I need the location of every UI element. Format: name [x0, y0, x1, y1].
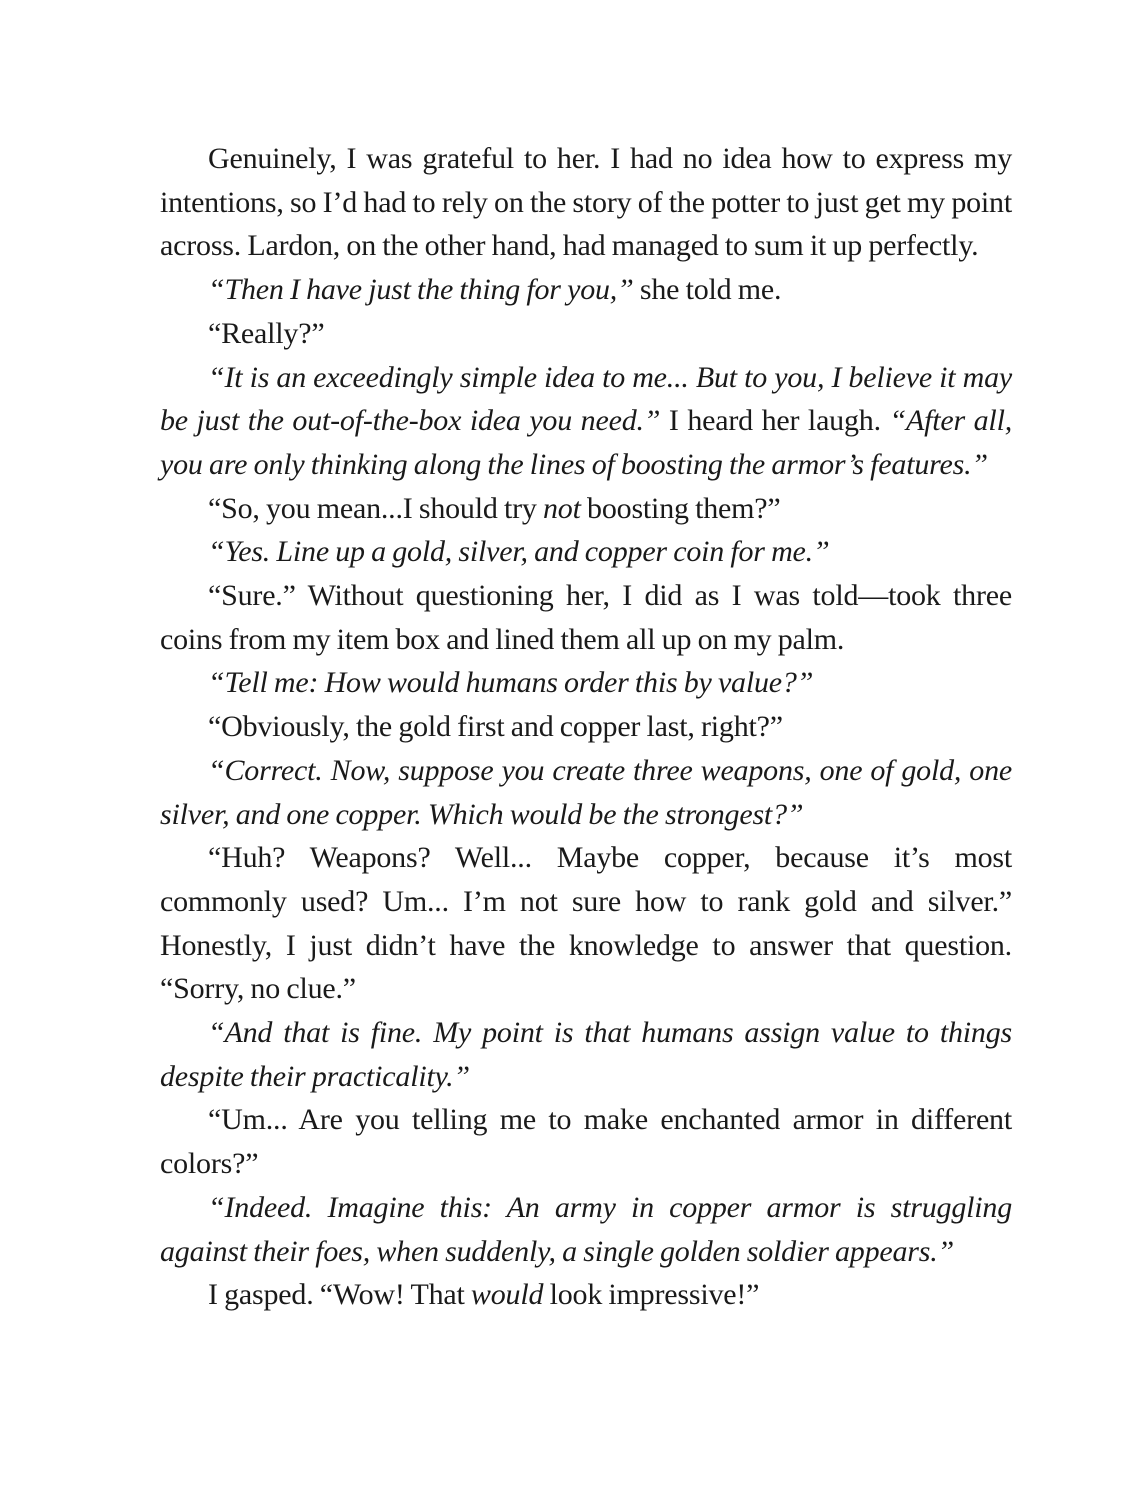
- text-segment: “Um... Are you telling me to make enchanted armor in different colors?”: [160, 1103, 1012, 1181]
- paragraph: [160, 1011, 1012, 1098]
- paragraph: [160, 312, 1012, 356]
- paragraph: [160, 1098, 1012, 1185]
- paragraph: [160, 661, 1012, 705]
- paragraph: [160, 574, 1012, 661]
- italic-text-segment: not: [543, 491, 581, 525]
- paragraph: [160, 137, 1012, 268]
- paragraph: [160, 356, 1012, 487]
- text-segment: “Really?”: [208, 316, 325, 350]
- page-body-text: [160, 137, 1012, 1317]
- paragraph: [160, 1273, 1012, 1317]
- italic-text-segment: “Indeed. Imagine this: An army in copper armor is struggling against their foes, when suddenly, a single golden soldier appears.”: [160, 1190, 1012, 1268]
- text-segment: boosting them?”: [580, 491, 781, 525]
- text-segment: I gasped. “Wow! That: [208, 1278, 471, 1312]
- italic-text-segment: “It is an exceedingly simple idea to me... But to you, I believe it may be just the out-of-the-box idea you need.”: [160, 360, 1012, 438]
- paragraph: [160, 1186, 1012, 1273]
- italic-text-segment: “After all, you are only thinking along the lines of boosting the armor’s features.”: [160, 404, 1013, 481]
- text-segment: I heard her laugh.: [660, 404, 890, 438]
- paragraph: [160, 268, 1012, 312]
- paragraph: [160, 836, 1012, 1011]
- italic-text-segment: “And that is fine. My point is that humans assign value to things despite their practicality.”: [160, 1016, 1012, 1093]
- italic-text-segment: “Correct. Now, suppose you create three weapons, one of gold, one silver, and one copper. Which would be the strongest?”: [160, 753, 1012, 831]
- text-segment: she told me.: [633, 273, 782, 307]
- paragraph: [160, 487, 1012, 531]
- text-segment: “Sure.” Without questioning her, I did as I was told—took three coins from my item box and lined them all up on my palm.: [160, 579, 1012, 656]
- text-segment: “Obviously, the gold first and copper last, right?”: [208, 710, 783, 744]
- italic-text-segment: “Tell me: How would humans order this by value?”: [208, 666, 814, 700]
- paragraph: [160, 530, 1012, 574]
- text-segment: look impressive!”: [543, 1278, 760, 1312]
- italic-text-segment: “Yes. Line up a gold, silver, and copper coin for me.”: [208, 535, 830, 569]
- paragraph: [160, 749, 1012, 836]
- paragraph: [160, 705, 1012, 749]
- text-segment: “Huh? Weapons? Well... Maybe copper, because it’s most commonly used? Um... I’m not sure how to rank gold and silver.” Honestly, I just didn’t have the knowledge to answer that question. “Sorry, no clue.”: [160, 841, 1012, 1006]
- text-segment: “So, you mean...I should try: [208, 491, 543, 525]
- text-segment: Genuinely, I was grateful to her. I had no idea how to express my intentions, so I’d had to rely on the story of the potter to just get my point across. Lardon, on the other hand, had managed to sum it up perfectly.: [160, 142, 1012, 263]
- italic-text-segment: “Then I have just the thing for you,”: [208, 273, 634, 307]
- italic-text-segment: would: [470, 1278, 544, 1312]
